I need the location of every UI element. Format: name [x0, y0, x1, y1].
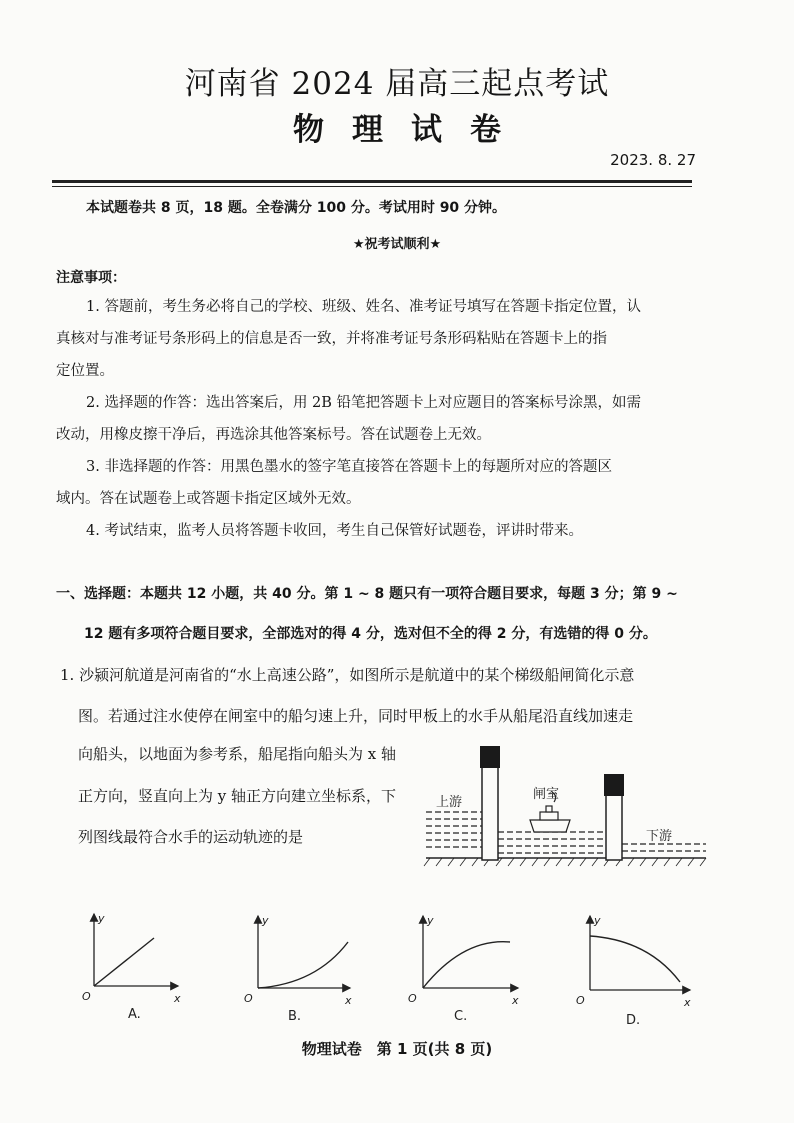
notice-line: 改动，用橡皮擦干净后，再选涂其他答案标号。答在试题卷上无效。 — [56, 427, 491, 443]
option-b-label: B. — [288, 1009, 302, 1024]
question-text: 1. 沙颍河航道是河南省的“水上高速公路”，如图所示是航道中的某个梯级船闸简化示意 — [60, 666, 635, 684]
option-a-label: A. — [128, 1007, 141, 1022]
header-rule-thin — [52, 186, 692, 187]
section-heading: 一、选择题：本题共 12 小题，共 40 分。第 1 ~ 8 题只有一项符合题目要求，每题 3 分；第 9 ~ — [56, 586, 678, 602]
ship-lock-figure — [420, 740, 710, 870]
origin-label: O — [576, 994, 585, 1007]
notice-heading: 注意事项： — [56, 270, 126, 286]
option-d-curve — [590, 936, 680, 982]
question-text: 正方向，竖直向上为 y 轴正方向建立坐标系，下 — [78, 787, 397, 805]
exam-subtitle: 物理试卷 — [293, 112, 529, 148]
exam-date: 2023. 8. 27 — [610, 151, 696, 169]
option-c-graph[interactable] — [408, 914, 519, 1024]
option-d-graph[interactable] — [576, 914, 691, 1028]
option-c-curve — [423, 942, 510, 988]
notice-line: 1. 答题前，考生务必将自己的学校、班级、姓名、准考证号填写在答题卡指定位置，认 — [86, 299, 641, 315]
upstream-label: 上游 — [436, 795, 463, 810]
notice-line: 真核对与准考证号条形码上的信息是否一致，并将准考证号条形码粘贴在答题卡上的指 — [56, 331, 607, 347]
option-a-graph[interactable] — [82, 912, 181, 1022]
section-heading-cont: 12 题有多项符合题目要求，全部选对的得 4 分，选对但不全的得 2 分，有选错的得 0 分。 — [84, 626, 657, 642]
origin-label: O — [408, 992, 417, 1005]
chamber-water — [498, 832, 606, 853]
axis-x-label: x — [345, 994, 352, 1007]
question-text: 向船头，以地面为参考系，船尾指向船头为 x 轴 — [78, 745, 396, 763]
axis-y-label: y — [262, 914, 269, 927]
origin-label: O — [244, 992, 253, 1005]
option-b-curve — [258, 942, 348, 988]
upstream-water — [426, 812, 482, 847]
answer-options — [78, 908, 718, 1028]
axis-y-label: y — [594, 914, 601, 927]
notice-line: 2. 选择题的作答：选出答案后，用 2B 铅笔把答题卡上对应题目的答案标号涂黑，如需 — [86, 395, 642, 411]
downstream-water — [622, 844, 706, 851]
axis-x-label: x — [512, 994, 519, 1007]
upper-gate — [480, 746, 500, 860]
header-rule-thick — [52, 180, 692, 183]
notice-line: 3. 非选择题的作答：用黑色墨水的签字笔直接答在答题卡上的每题所对应的答题区 — [86, 459, 612, 475]
question-text: 列图线最符合水手的运动轨迹的是 — [78, 828, 304, 846]
wish-text: ★祝考试顺利★ — [352, 237, 442, 252]
axis-x-label: x — [684, 996, 691, 1009]
chamber-label: 闸室 — [533, 787, 560, 802]
option-d-label: D. — [626, 1013, 641, 1028]
downstream-label: 下游 — [646, 829, 673, 844]
origin-label: O — [82, 990, 91, 1003]
option-b-graph[interactable] — [244, 914, 352, 1024]
axis-y-label: y — [98, 912, 105, 925]
lower-gate — [604, 774, 624, 860]
axis-y-label: y — [427, 914, 434, 927]
notice-line: 定位置。 — [56, 363, 114, 379]
page-footer: 物理试卷 第 1 页(共 8 页) — [301, 1040, 493, 1058]
option-a-curve — [94, 938, 154, 986]
notice-line: 4. 考试结束，监考人员将答题卡收回，考生自己保管好试题卷，评讲时带来。 — [86, 523, 583, 539]
intro-text: 本试题卷共 8 页，18 题。全卷满分 100 分。考试用时 90 分钟。 — [86, 200, 507, 216]
notice-line: 域内。答在试题卷上或答题卡指定区域外无效。 — [56, 491, 361, 507]
axis-x-label: x — [174, 992, 181, 1005]
exam-title: 河南省 2024 届高三起点考试 — [184, 66, 610, 102]
option-c-label: C. — [454, 1009, 468, 1024]
question-text: 图。若通过注水使停在闸室中的船匀速上升，同时甲板上的水手从船尾沿直线加速走 — [78, 707, 634, 725]
